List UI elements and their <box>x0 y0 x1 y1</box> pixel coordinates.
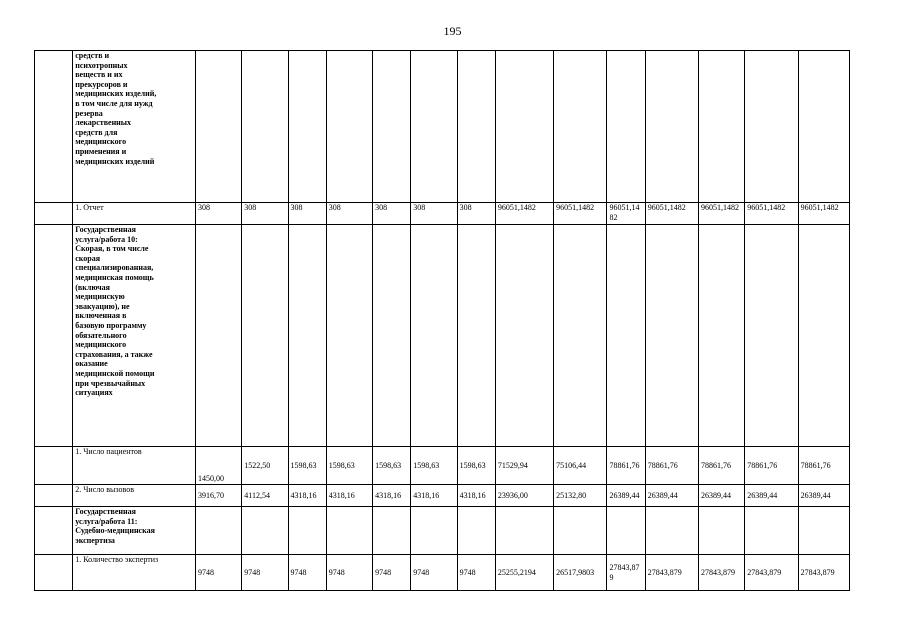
value-cell: 27843,879 <box>645 555 698 591</box>
value-cell: 9748 <box>373 555 411 591</box>
table-row <box>35 555 850 591</box>
value-cell: 9748 <box>288 555 326 591</box>
index-cell <box>35 225 73 447</box>
value-cell: 9748 <box>411 555 457 591</box>
section-header-row <box>35 51 850 203</box>
value-cell: 96051,1482 <box>554 203 607 225</box>
value-cell: 1598,63 <box>411 447 457 485</box>
value-cell: 3916,70 <box>195 485 241 507</box>
value-cell: 9748 <box>242 555 288 591</box>
value-cell: 1598,63 <box>288 447 326 485</box>
value-cell: 96051,1482 <box>495 203 553 225</box>
value-cell: 4318,16 <box>326 485 372 507</box>
section-header-row <box>35 225 850 447</box>
value-cell: 25132,80 <box>554 485 607 507</box>
value-cell: 4112,54 <box>242 485 288 507</box>
index-cell <box>35 203 73 225</box>
index-cell <box>35 507 73 555</box>
value-cell: 26389,44 <box>745 485 798 507</box>
value-cell: 1598,63 <box>326 447 372 485</box>
value-cell: 308 <box>242 203 288 225</box>
value-cell: 1598,63 <box>457 447 495 485</box>
value-cell: 78861,76 <box>745 447 798 485</box>
value-cell: 308 <box>288 203 326 225</box>
section-title: средств и психотропных веществ и их прекурсоров и медицинских изделий, в том числе для нужд резерва лекарственных средств для медицинского применения и медицинских изделий <box>73 51 196 203</box>
table-row <box>35 485 850 507</box>
value-cell: 26389,44 <box>607 485 645 507</box>
index-cell <box>35 51 73 203</box>
value-cell: 26389,44 <box>699 485 745 507</box>
value-cell: 75106,44 <box>554 447 607 485</box>
value-cell: 4318,16 <box>411 485 457 507</box>
value-cell: 96051,1482 <box>645 203 698 225</box>
value-cell: 27843,879 <box>699 555 745 591</box>
value-cell: 1598,63 <box>373 447 411 485</box>
value-cell: 26517,9803 <box>554 555 607 591</box>
value-cell: 27843,879 <box>607 555 645 591</box>
value-cell: 9748 <box>326 555 372 591</box>
table-row <box>35 447 850 485</box>
value-cell: 23936,00 <box>495 485 553 507</box>
value-cell: 1450,00 <box>195 447 241 485</box>
value-cell: 9748 <box>195 555 241 591</box>
value-cell: 78861,76 <box>798 447 849 485</box>
value-cell: 78861,76 <box>645 447 698 485</box>
value-cell: 308 <box>373 203 411 225</box>
value-cell: 4318,16 <box>457 485 495 507</box>
value-cell: 4318,16 <box>373 485 411 507</box>
row-label: 1. Отчет <box>73 203 196 225</box>
value-cell: 78861,76 <box>607 447 645 485</box>
row-label: 1. Число пациентов <box>73 447 196 485</box>
index-cell <box>35 485 73 507</box>
row-label: 1. Количество экспертиз <box>73 555 196 591</box>
table-row <box>35 203 850 225</box>
value-cell: 308 <box>326 203 372 225</box>
value-cell: 308 <box>195 203 241 225</box>
index-cell <box>35 555 73 591</box>
value-cell: 25255,2194 <box>495 555 553 591</box>
page-number: 195 <box>443 24 462 38</box>
value-cell: 96051,1482 <box>745 203 798 225</box>
index-cell <box>35 447 73 485</box>
value-cell: 26389,44 <box>798 485 849 507</box>
value-cell: 4318,16 <box>288 485 326 507</box>
value-cell: 308 <box>457 203 495 225</box>
value-cell: 71529,94 <box>495 447 553 485</box>
value-cell: 27843,879 <box>745 555 798 591</box>
data-table <box>34 50 850 591</box>
value-cell: 96051,1482 <box>607 203 645 225</box>
value-cell: 308 <box>411 203 457 225</box>
section-header-row <box>35 507 850 555</box>
value-cell: 96051,1482 <box>699 203 745 225</box>
row-label: 2. Число вызовов <box>73 485 196 507</box>
value-cell: 9748 <box>457 555 495 591</box>
value-cell: 1522,50 <box>242 447 288 485</box>
section-title: Государственная услуга/работа 10: Скорая, в том числе скорая специализированная, медицинская помощь (включая медицинскую эвакуацию), не включенная в базовую программу обязательного медицинского страхования, а также оказание медицинской помощи при чрезвычайных ситуациях <box>73 225 196 447</box>
section-title: Государственная услуга/работа 11: Судебно-медицинская экспертиза <box>73 507 196 555</box>
value-cell: 27843,879 <box>798 555 849 591</box>
value-cell: 26389,44 <box>645 485 698 507</box>
value-cell: 78861,76 <box>699 447 745 485</box>
value-cell: 96051,1482 <box>798 203 849 225</box>
